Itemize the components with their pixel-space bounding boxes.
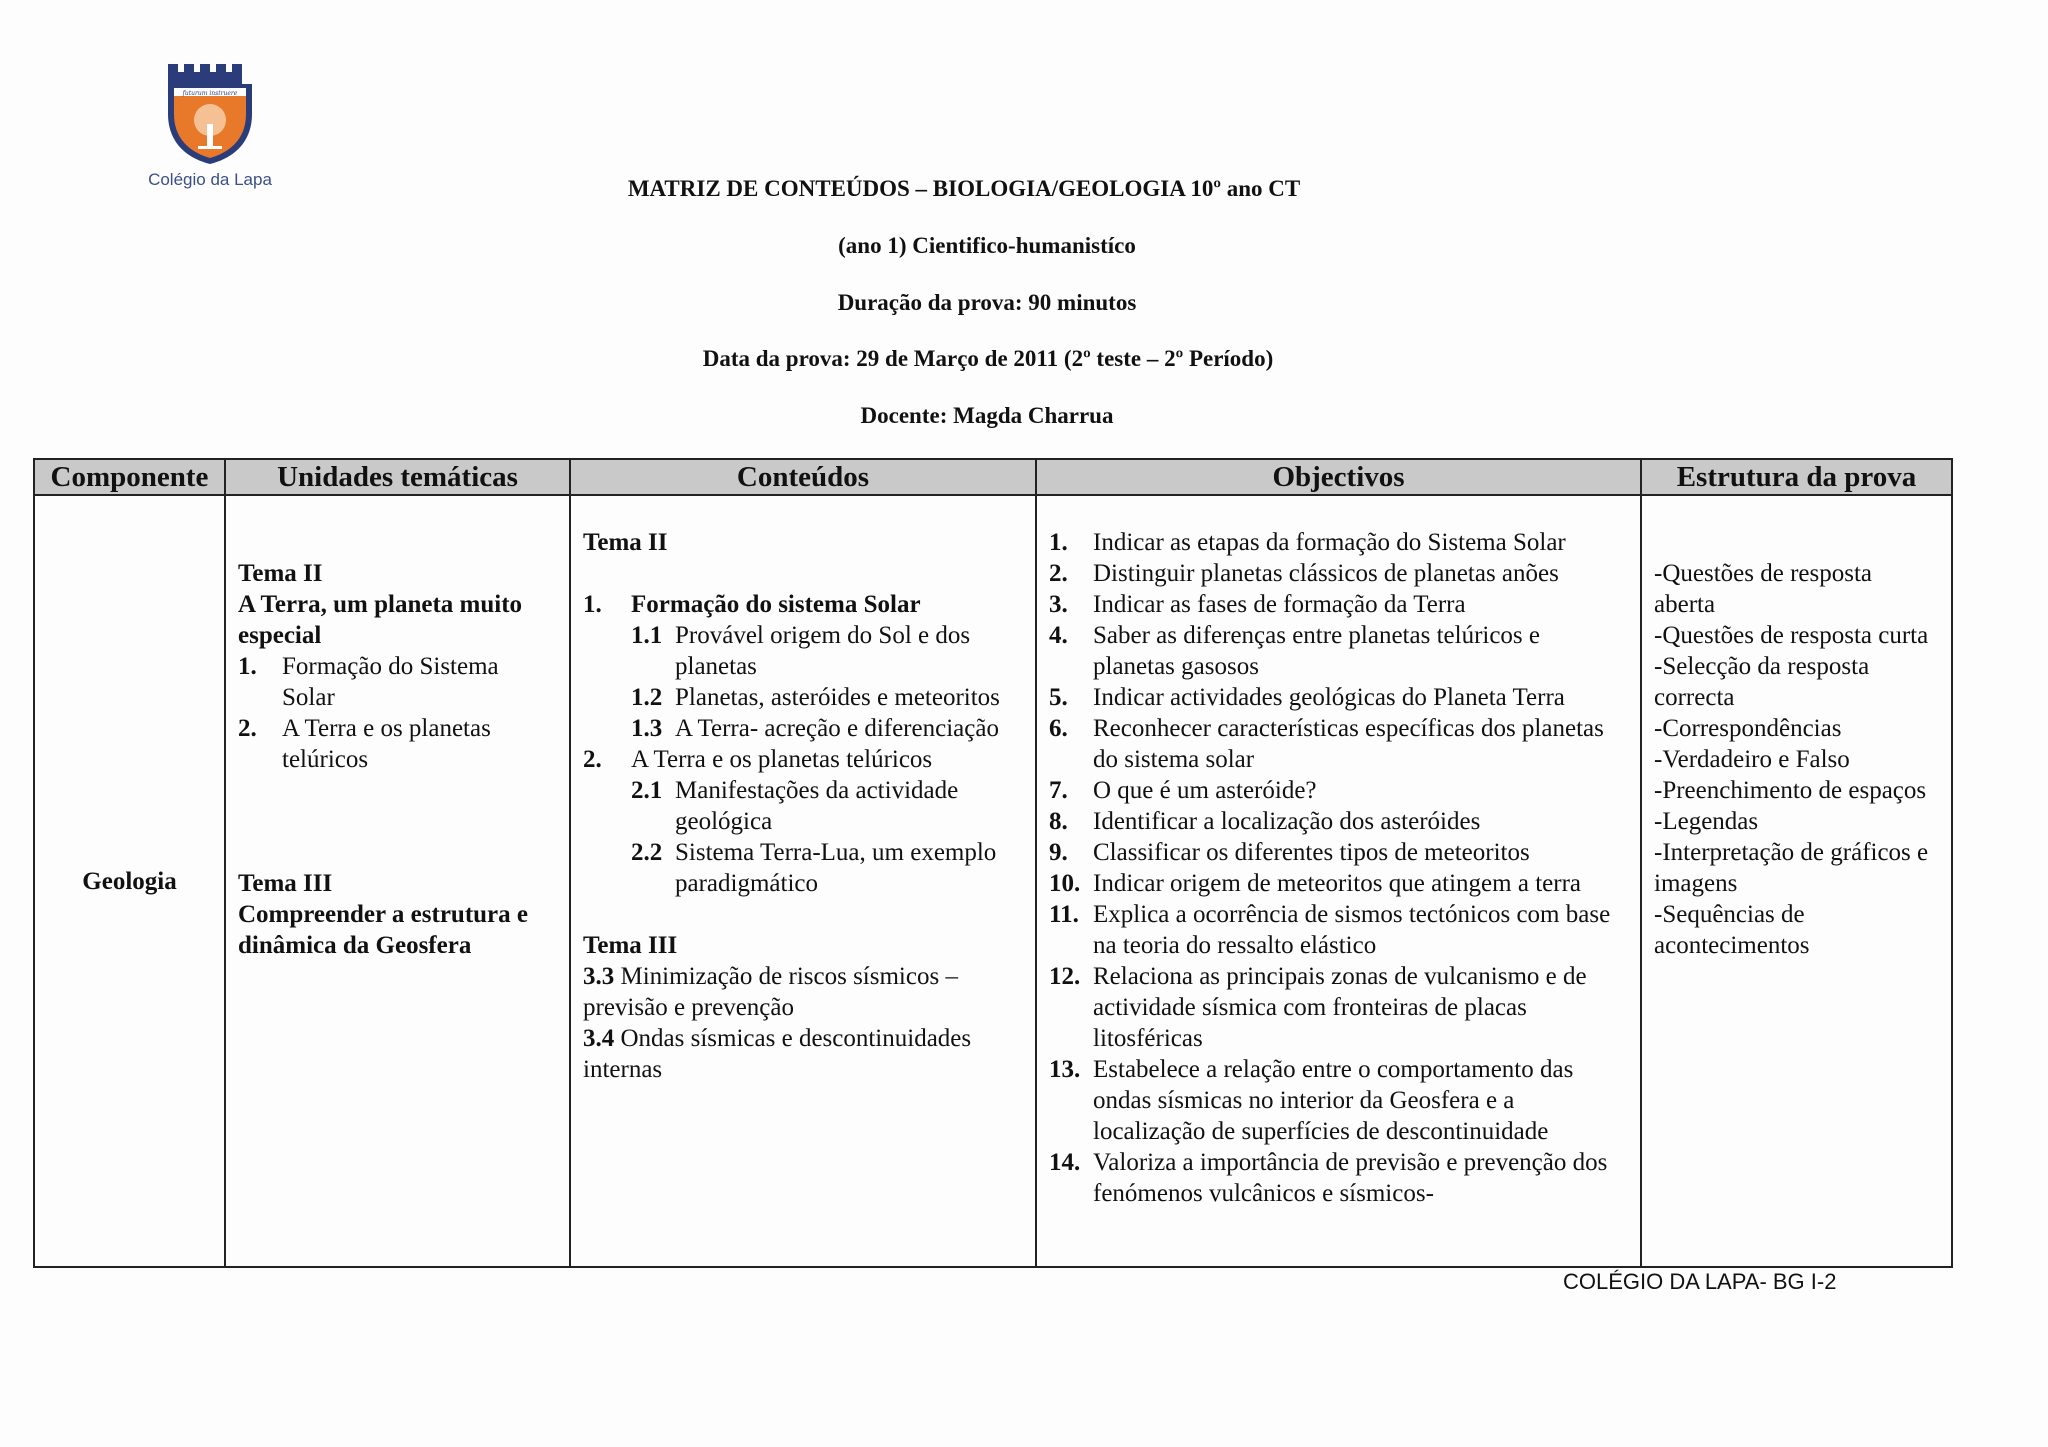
- list-item: 3.4 Ondas sísmicas e descontinuidades internas: [583, 1025, 972, 1083]
- school-crest-icon: [146, 58, 274, 168]
- list-item: 1.3 A Terra- acreção e diferenciação: [631, 715, 999, 742]
- table-row: [34, 495, 1952, 1267]
- exam-duration: Duração da prova: 90 minutos: [837, 290, 1137, 315]
- units-cell: [225, 495, 570, 1267]
- list-item: 2. Distinguir planetas clássicos de planetas anões: [1049, 560, 1559, 587]
- column-header-units: Unidades temáticas: [225, 459, 570, 495]
- list-item: 4. Saber as diferenças entre planetas telúricos e planetas gasosos: [1049, 622, 1541, 680]
- units-tema2-title: Tema II: [238, 560, 323, 587]
- list-item: -Preenchimento de espaços: [1654, 777, 1927, 804]
- structure-list: [1642, 496, 1951, 961]
- list-item: -Questões de resposta curta: [1654, 622, 1929, 649]
- list-item: 2.1 Manifestações da actividade geológica: [631, 777, 959, 835]
- table-header-row: [34, 459, 1952, 495]
- structure-cell: [1641, 495, 1952, 1267]
- list-item: 14. Valoriza a importância de previsão e prevenção dos fenómenos vulcânicos e sísmicos-: [1049, 1149, 1608, 1207]
- list-item: 3. Indicar as fases de formação da Terra: [1049, 591, 1466, 618]
- list-item: 2. A Terra e os planetas telúricos: [583, 746, 933, 773]
- svg-text:futurum instruere: futurum instruere: [182, 90, 238, 97]
- list-item: 10. Indicar origem de meteoritos que atingem a terra: [1049, 870, 1581, 897]
- list-item: 6. Reconhecer características específicas dos planetas do sistema solar: [1049, 715, 1604, 773]
- list-item: 1.1 Provável origem do Sol e dos planetas: [631, 622, 971, 680]
- column-header-contents: Conteúdos: [570, 459, 1036, 495]
- objectives-list: [1037, 496, 1640, 1209]
- units-tema3-name: Compreender a estrutura e dinâmica da Geosfera: [238, 901, 528, 959]
- list-item: -Legendas: [1654, 808, 1759, 835]
- list-item: -Verdadeiro e Falso: [1654, 746, 1850, 773]
- list-item: 1. Indicar as etapas da formação do Sistema Solar: [1049, 529, 1566, 556]
- list-item: 12. Relaciona as principais zonas de vulcanismo e de actividade sísmica com fronteiras de placas litosféricas: [1049, 963, 1587, 1052]
- list-item: 2. A Terra e os planetas telúricos: [238, 715, 491, 773]
- objectives-cell: [1036, 495, 1641, 1267]
- units-tema3-title: Tema III: [238, 870, 333, 897]
- list-item: 1. Formação do sistema Solar: [583, 591, 921, 618]
- list-item: -Correspondências: [1654, 715, 1842, 742]
- list-item: -Selecção da resposta correcta: [1654, 653, 1870, 711]
- page-footer: COLÉGIO DA LAPA- BG I-2: [1563, 1269, 1837, 1294]
- content-matrix-table: [33, 458, 1953, 1268]
- list-item: 9. Classificar os diferentes tipos de meteoritos: [1049, 839, 1530, 866]
- list-item: 2.2 Sistema Terra-Lua, um exemplo paradigmático: [631, 839, 997, 897]
- list-item: 5. Indicar actividades geológicas do Planeta Terra: [1049, 684, 1565, 711]
- column-header-structure: Estrutura da prova: [1641, 459, 1952, 495]
- list-item: 11. Explica a ocorrência de sismos tectónicos com base na teoria do ressalto elástico: [1049, 901, 1611, 959]
- contents-tema2-title: Tema II: [583, 529, 668, 556]
- document-title: MATRIZ DE CONTEÚDOS – BIOLOGIA/GEOLOGIA 10º ano CT: [627, 176, 1301, 201]
- document-subtitle: (ano 1) Cientifico-humanistíco: [838, 233, 1136, 258]
- list-item: 7. O que é um asteróide?: [1049, 777, 1317, 804]
- contents-tema3-title: Tema III: [583, 932, 678, 959]
- component-cell: Geologia: [34, 495, 225, 1267]
- list-item: 1. Formação do Sistema Solar: [238, 653, 499, 711]
- list-item: 13. Estabelece a relação entre o comportamento das ondas sísmicas no interior da Geosfera e a localização de superfícies de descontinuidade: [1049, 1056, 1574, 1145]
- list-item: -Sequências de acontecimentos: [1654, 901, 1810, 959]
- list-item: 1.2 Planetas, asteróides e meteoritos: [631, 684, 1000, 711]
- contents-cell: [570, 495, 1036, 1267]
- exam-date: Data da prova: 29 de Março de 2011 (2º teste – 2º Período): [702, 346, 1274, 371]
- column-header-objectives: Objectivos: [1036, 459, 1641, 495]
- list-item: 3.3 Minimização de riscos sísmicos – previsão e prevenção: [583, 963, 958, 1021]
- units-tema2-name: A Terra, um planeta muito especial: [238, 591, 523, 649]
- list-item: -Interpretação de gráficos e imagens: [1654, 839, 1929, 897]
- list-item: -Questões de resposta aberta: [1654, 560, 1872, 618]
- teacher-name: Docente: Magda Charrua: [860, 403, 1114, 428]
- column-header-component: Componente: [34, 459, 225, 495]
- list-item: 8. Identificar a localização dos asteróides: [1049, 808, 1481, 835]
- school-name-caption: Colégio da Lapa: [148, 170, 272, 189]
